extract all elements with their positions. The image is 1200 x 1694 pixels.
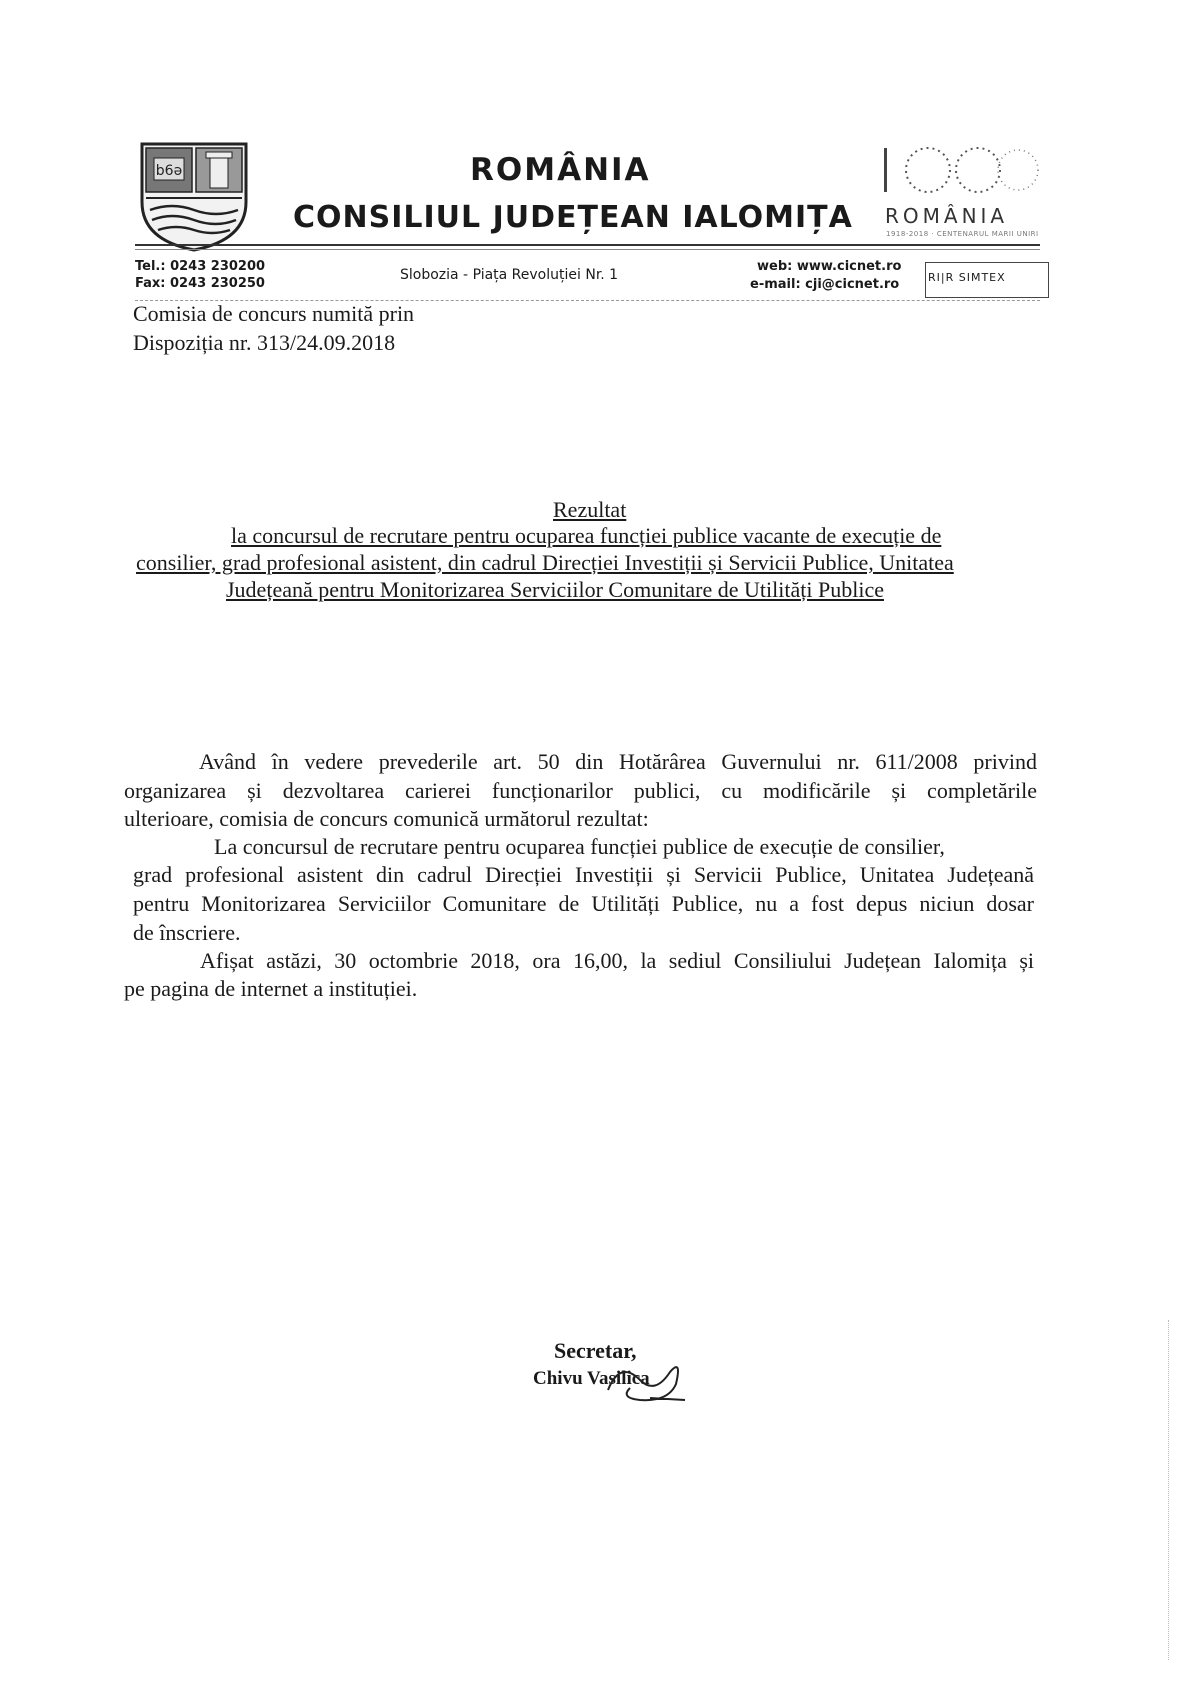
body-p3-line-1: Afișat astăzi, 30 octombrie 2018, ora 16,00, la sediul Consiliului Județean Ialomița și — [200, 948, 1034, 973]
commission-line-2: Dispoziția nr. 313/24.09.2018 — [133, 330, 396, 355]
centenary-logo-text: ROMÂNIA — [885, 204, 1009, 228]
coat-of-arms-icon — [138, 140, 250, 252]
certification-badge-text: RI|R SIMTEX — [928, 271, 1006, 284]
header-country: ROMÂNIA — [470, 152, 651, 188]
body-p3-line-2: pe pagina de internet a instituției. — [124, 976, 418, 1001]
body-p1-line-3: ulterioare, comisia de concurs comunică următorul rezultat: — [124, 806, 649, 831]
header-rule — [135, 244, 1040, 246]
title-line-1: la concursul de recrutare pentru ocuparea funcției publice vacante de execuție de — [231, 523, 942, 548]
header-rule-thin — [135, 249, 1040, 250]
signature-name: Chivu Vasilica — [533, 1368, 650, 1389]
body-p2-line-3: pentru Monitorizarea Serviciilor Comunitare de Utilități Publice, nu a fost depus niciun dosar — [133, 891, 1034, 916]
body-p2-line-2: grad profesional asistent din cadrul Direcției Investiții și Servicii Publice, Unitatea Județeană — [133, 862, 1034, 887]
title-line-2: consilier, grad profesional asistent, din cadrul Direcției Investiții și Servicii Publice, Unitatea — [136, 550, 954, 575]
header-council: CONSILIUL JUDEȚEAN IALOMIȚA — [293, 200, 853, 235]
scan-artifact — [1168, 1320, 1172, 1660]
document-heading: Rezultat — [553, 497, 627, 522]
commission-line-1: Comisia de concurs numită prin — [133, 301, 415, 326]
body-p1-line-1: Având în vedere prevederile art. 50 din Hotărârea Guvernului nr. 611/2008 privind — [199, 749, 1037, 774]
signature-title: Secretar, — [554, 1338, 637, 1363]
header-tel: Tel.: 0243 230200 — [135, 259, 266, 274]
centenary-logo-subtext: 1918-2018 · CENTENARUL MARII UNIRI — [886, 230, 1039, 238]
header-address: Slobozia - Piața Revoluției Nr. 1 — [400, 267, 619, 283]
header-fax: Fax: 0243 230250 — [135, 276, 265, 291]
body-p2-line-4: de înscriere. — [133, 920, 241, 945]
title-line-3: Județeană pentru Monitorizarea Serviciilor Comunitare de Utilități Publice — [226, 577, 884, 602]
handwritten-signature — [600, 1350, 690, 1410]
header-web: web: www.cicnet.ro — [757, 259, 902, 274]
svg-text:b6ə: b6ə — [155, 163, 183, 179]
body-p2-line-1: La concursul de recrutare pentru ocuparea funcției publice de execuție de consilier, — [214, 834, 945, 859]
header-email: e-mail: cji@cicnet.ro — [750, 277, 900, 292]
body-p1-line-2: organizarea și dezvoltarea carierei funcționarilor publici, cu modificările și completările — [124, 778, 1037, 803]
